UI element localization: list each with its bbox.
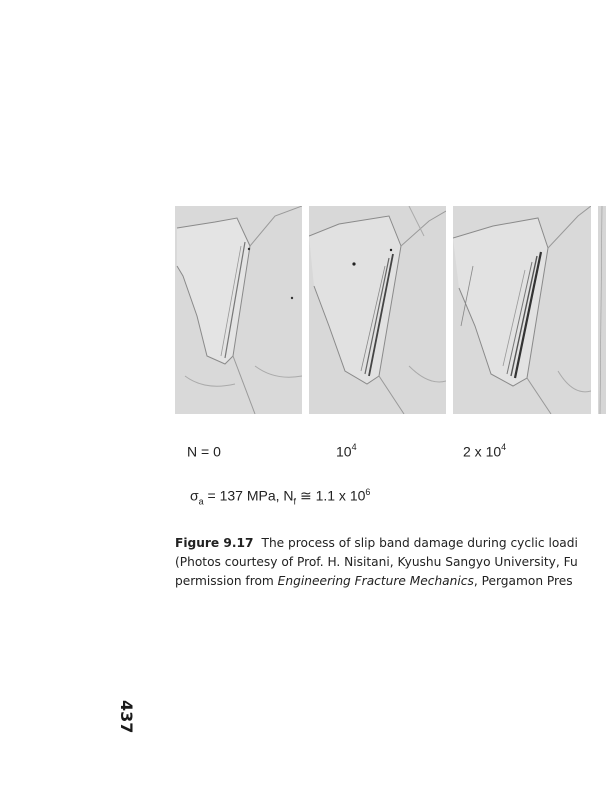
page-number: 437 <box>117 700 136 734</box>
figure-caption <box>175 534 606 591</box>
caption-line-3: permission from Engineering Fracture Mechanics, Pergamon Pres <box>175 574 573 588</box>
loading-condition: $\sigma_a = 137$ MPa, $N_f$ ≅ 1.1 x $10^6$ <box>190 487 371 507</box>
journal-title: Engineering Fracture Mechanics <box>277 574 474 588</box>
panel-label-1: N = 0 <box>187 443 221 460</box>
panel-label-2: $10^4$ <box>336 442 357 460</box>
figure-number: Figure 9.17 <box>175 536 254 550</box>
caption-line-2: (Photos courtesy of Prof. H. Nisitani, Kyushu Sangyo University, Fu <box>175 555 578 569</box>
micrograph-panel-4-partial <box>598 206 606 414</box>
panel-label-3: 2 x $10^4$ <box>463 442 507 460</box>
caption-line-1: Figure 9.17 The process of slip band damage during cyclic loadi <box>175 536 578 550</box>
micrograph-panel-3 <box>453 206 591 414</box>
sigma-symbol: σ <box>190 487 199 504</box>
micrograph-panel-1 <box>175 206 302 414</box>
micrograph-panel-2 <box>309 206 446 414</box>
